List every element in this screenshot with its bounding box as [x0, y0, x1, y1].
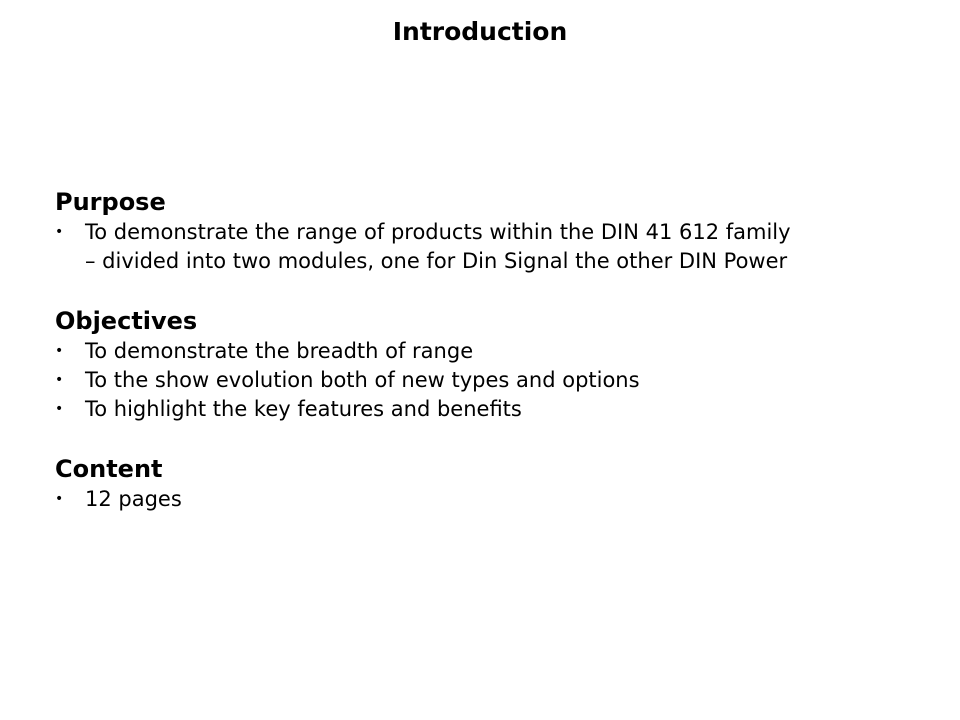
bullet-list-content	[55, 485, 925, 514]
section-content	[55, 453, 925, 514]
list-item	[55, 366, 925, 395]
list-item	[55, 485, 925, 514]
bullet-text: To demonstrate the range of products within the DIN 41 612 family	[85, 220, 791, 244]
list-item	[55, 337, 925, 366]
bullet-icon: •	[55, 491, 64, 507]
slide-title: Introduction	[392, 17, 568, 46]
bullet-list-purpose	[55, 218, 925, 276]
bullet-text: 12 pages	[85, 487, 182, 511]
section-heading-content: Content	[55, 455, 163, 483]
bullet-list-objectives	[55, 337, 925, 424]
section-heading-objectives: Objectives	[55, 307, 198, 335]
section-purpose	[55, 186, 925, 276]
bullet-icon: •	[55, 224, 64, 240]
bullet-icon: •	[55, 372, 64, 388]
list-item	[55, 218, 925, 276]
bullet-text: To the show evolution both of new types and options	[85, 368, 640, 392]
bullet-text: To demonstrate the breadth of range	[85, 339, 474, 363]
slide-body	[55, 186, 925, 514]
bullet-icon: •	[55, 343, 64, 359]
list-item	[55, 395, 925, 424]
bullet-icon: •	[55, 401, 64, 417]
section-heading-purpose: Purpose	[55, 188, 166, 216]
bullet-text-continuation: – divided into two modules, one for Din Signal the other DIN Power	[85, 249, 788, 273]
bullet-text: To highlight the key features and benefits	[85, 397, 522, 421]
section-objectives	[55, 305, 925, 424]
